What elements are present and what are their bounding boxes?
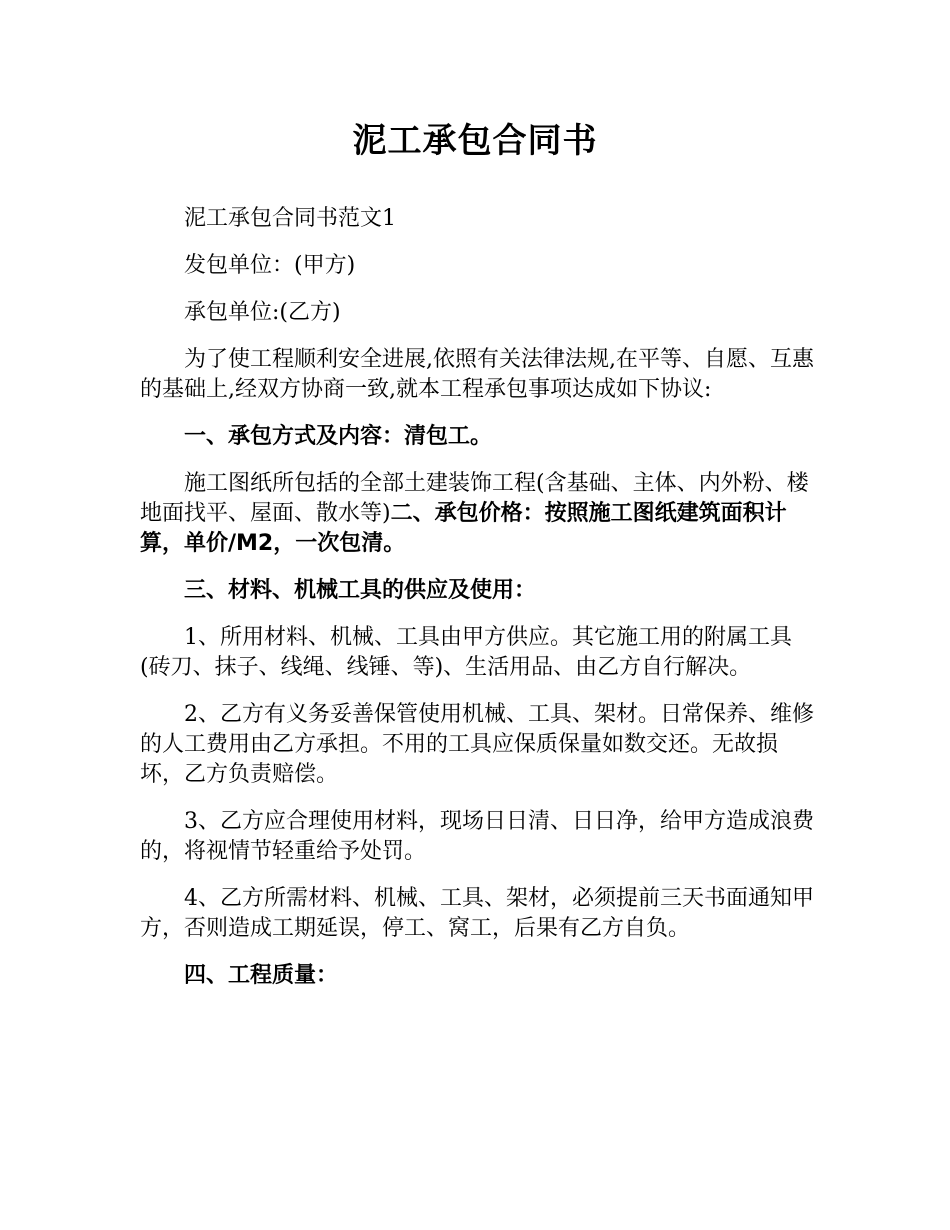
section-heading-4: 四、工程质量：	[184, 963, 339, 988]
section-heading-1: 一、承包方式及内容：清包工。	[184, 424, 493, 449]
document-body	[140, 204, 815, 1008]
paragraph-scope-text: 施工图纸所包括的全部土建装饰工程(含基础、主体、内外粉、楼地面找平、屋面、散水等)	[140, 471, 809, 526]
document-title: 泥工承包合同书	[352, 121, 598, 161]
paragraph-employer: 发包单位：(甲方)	[184, 253, 356, 278]
clause-3-4: 4、乙方所需材料、机械、工具、架材，必须提前三天书面通知甲方，否则造成工期延误，停工、窝工，后果有乙方自负。	[140, 886, 814, 941]
paragraph-preamble: 为了使工程顺利安全进展,依照有关法律法规,在平等、自愿、互惠的基础上,经双方协商一致,就本工程承包事项达成如下协议:	[140, 347, 814, 402]
clause-3-2: 2、乙方有义务妥善保管使用机械、工具、架材。日常保养、维修的人工费用由乙方承担。不用的工具应保质保量如数交还。无故损坏，乙方负责赔偿。	[140, 702, 814, 787]
paragraph-contractor: 承包单位:(乙方)	[184, 300, 341, 325]
section-heading-2: 二、承包价格：按照施工图纸建筑面积计算，单价/M2，一次包清。	[140, 501, 787, 556]
paragraph-subtitle: 泥工承包合同书范文1	[184, 206, 396, 231]
section-heading-3: 三、材料、机械工具的供应及使用：	[184, 578, 537, 603]
paragraph-scope-and-price	[140, 469, 815, 559]
clause-3-1: 1、所用材料、机械、工具由甲方供应。其它施工用的附属工具(砖刀、抹子、线绳、线锤、等)、生活用品、由乙方自行解决。	[140, 625, 792, 680]
clause-3-3: 3、乙方应合理使用材料，现场日日清、日日净，给甲方造成浪费的，将视情节轻重给予处罚。	[140, 809, 814, 864]
